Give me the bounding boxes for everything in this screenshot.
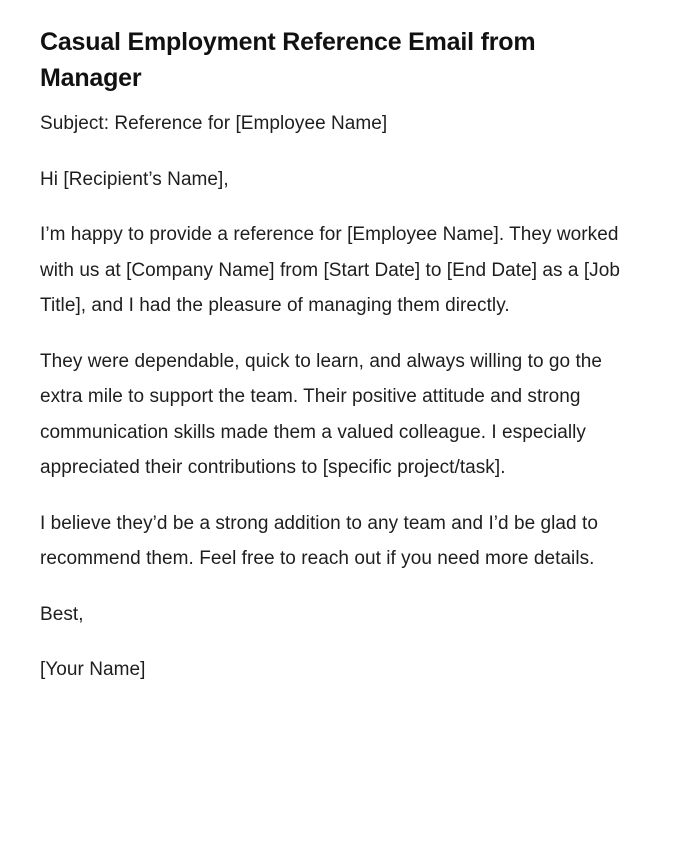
page-title: Casual Employment Reference Email from Manager bbox=[40, 28, 536, 92]
body-paragraph-1: I’m happy to provide a reference for [Employee Name]. They worked with us at [Company Name] from [Start Date] to [End Date] as a [Job Title], and I had the pleasure of managing them directly. bbox=[40, 224, 620, 316]
salutation: Hi [Recipient’s Name], bbox=[40, 168, 229, 190]
closing: Best, bbox=[40, 603, 84, 625]
signature: [Your Name] bbox=[40, 659, 146, 680]
subject-line: Subject: Reference for [Employee Name] bbox=[40, 113, 388, 134]
body-paragraph-2: They were dependable, quick to learn, and always willing to go the extra mile to support the team. Their positive attitude and strong communication skills made them a valued colleague. I especially appreciated their contributions to [specific project/task]. bbox=[40, 350, 603, 478]
body-paragraph-3: I believe they’d be a strong addition to any team and I’d be glad to recommend them. Feel free to reach out if you need more details. bbox=[40, 512, 598, 569]
document-body bbox=[40, 106, 646, 688]
